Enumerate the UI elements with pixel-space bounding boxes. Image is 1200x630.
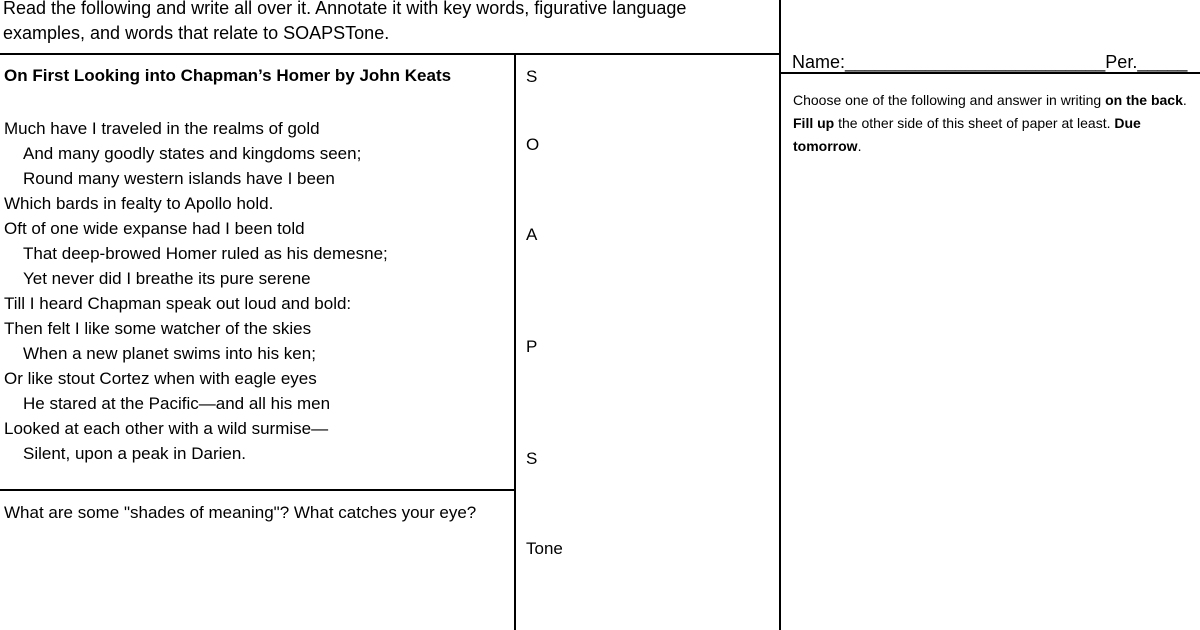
instructions xyxy=(3,0,686,46)
soapstone-occasion: O xyxy=(526,135,540,154)
prompt-text: Choose one of the following and answer in writing xyxy=(793,92,1106,108)
soapstone-tone: Tone xyxy=(526,539,563,558)
poem-line: Round many western islands have I been xyxy=(23,169,335,188)
instructions-line-1: Read the following and write all over it. Annotate it with key words, figurative language xyxy=(3,0,687,18)
name-period-header xyxy=(792,52,1187,73)
poem-line: Then felt I like some watcher of the skies xyxy=(4,319,312,338)
name-label: Name: xyxy=(792,52,846,72)
soapstone-audience: A xyxy=(526,225,538,244)
poem-line: And many goodly states and kingdoms seen; xyxy=(23,144,362,163)
poem-bottom-divider xyxy=(0,489,516,491)
poem-line: When a new planet swims into his ken; xyxy=(23,344,316,363)
poem-line: Oft of one wide expanse had I been told xyxy=(4,219,305,238)
poem-line: Or like stout Cortez when with eagle eyes xyxy=(4,369,317,388)
soapstone-subject: S xyxy=(526,449,538,468)
poem-text xyxy=(4,116,388,466)
header-divider xyxy=(0,53,781,55)
soapstone-speaker: S xyxy=(526,67,538,86)
poem-line: Looked at each other with a wild surmise— xyxy=(4,419,329,438)
poem-line: Which bards in fealty to Apollo hold. xyxy=(4,194,274,213)
prompt-text: the other side of this sheet of paper at least. xyxy=(834,115,1115,131)
writing-prompt xyxy=(793,89,1189,158)
period-label: Per. xyxy=(1105,52,1138,72)
prompt-text: . xyxy=(1182,92,1187,108)
left-column-border xyxy=(514,55,516,630)
soapstone-purpose: P xyxy=(526,337,538,356)
poem-line: That deep-browed Homer ruled as his demesne; xyxy=(23,244,388,263)
prompt-emphasis-due: Due tomorrow xyxy=(793,115,1141,154)
name-blank: __________________________ xyxy=(845,52,1106,72)
poem-line: Yet never did I breathe its pure serene xyxy=(23,269,311,288)
middle-column-border xyxy=(779,0,781,630)
poem-line: He stared at the Pacific—and all his men xyxy=(23,394,331,413)
prompt-text: . xyxy=(857,138,862,154)
shades-of-meaning-question: What are some "shades of meaning"? What catches your eye? xyxy=(4,503,477,522)
poem-line: Silent, upon a peak in Darien. xyxy=(23,444,247,463)
period-blank: _____ xyxy=(1137,52,1188,72)
instructions-line-2: examples, and words that relate to SOAPSTone. xyxy=(3,23,390,43)
prompt-emphasis-fill-up: Fill up xyxy=(793,115,835,131)
prompt-emphasis-on-back: on the back xyxy=(1105,92,1183,108)
poem-line: Till I heard Chapman speak out loud and bold: xyxy=(4,294,352,313)
poem-line: Much have I traveled in the realms of gold xyxy=(4,119,320,138)
poem-title: On First Looking into Chapman’s Homer by John Keats xyxy=(4,66,452,85)
